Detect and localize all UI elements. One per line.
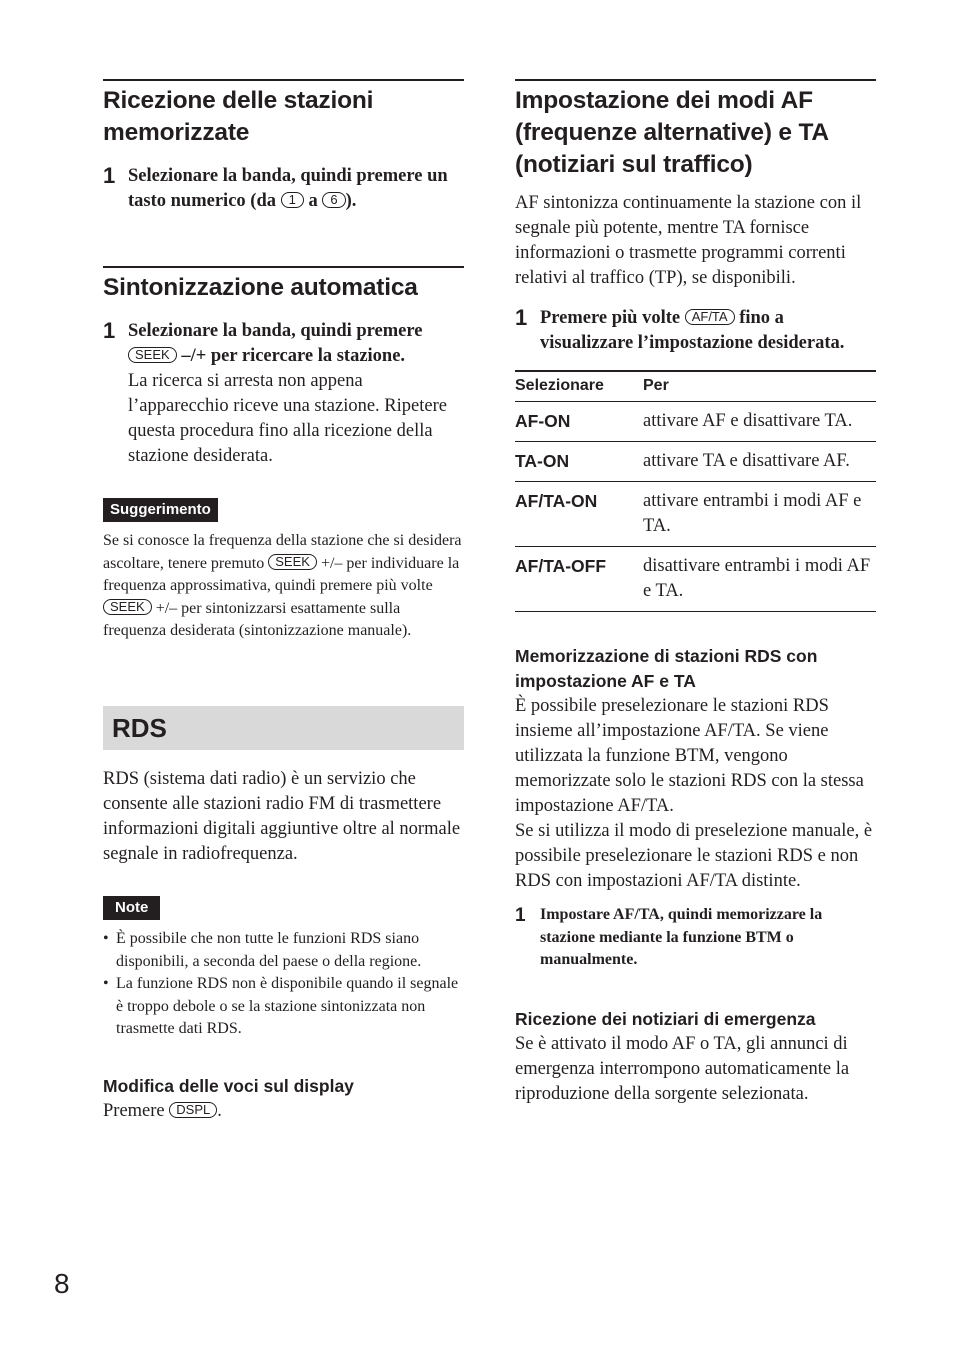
table-cell: disattivare entrambi i modi AF e TA. — [643, 547, 876, 612]
table-cell: attivare entrambi i modi AF e TA. — [643, 482, 876, 547]
step-memo — [515, 904, 876, 972]
table-row — [515, 547, 876, 612]
key-1-icon: 1 — [281, 192, 304, 208]
display-text: Premere DSPL . — [103, 1100, 222, 1121]
rds-section-bar — [103, 706, 464, 750]
step-stored-stations — [103, 164, 464, 214]
note-item: • È possibile che non tutte le funzioni RDS siano disponibili, a seconda del paese o della regione. — [103, 928, 464, 973]
table-cell: attivare AF e disattivare TA. — [643, 402, 876, 442]
page-number: 8 — [54, 1268, 70, 1299]
heading-auto-tuning: Sintonizzazione automatica — [103, 266, 464, 304]
step-number: 1 — [103, 163, 116, 188]
table-row — [515, 482, 876, 547]
step-text: Premere più volte AF/TA fino a visualizzare l’impostazione desiderata. — [540, 308, 845, 353]
key-6-icon: 6 — [322, 192, 345, 208]
step-number: 1 — [515, 905, 526, 926]
table-row — [515, 442, 876, 482]
emergency-text: Se è attivato il modo AF o TA, gli annunci di emergenza interrompono automaticamente la riproduzione della sorgente selezionata. — [515, 1033, 850, 1104]
seek-key-icon: SEEK — [103, 599, 152, 615]
step-description: La ricerca si arresta non appena l’apparecchio riceve una stazione. Ripetere questa procedura fino alla ricezione della stazione desiderata. — [128, 371, 447, 466]
table-cell: AF/TA-OFF — [515, 547, 643, 612]
table-row — [515, 402, 876, 442]
tip-badge: Suggerimento — [103, 498, 218, 522]
left-column — [103, 79, 464, 1124]
memo-text-1: È possibile preselezionare le stazioni RDS insieme all’impostazione AF/TA. Se viene utilizzata la funzione BTM, vengono memorizzate solo le stazioni RDS con la stessa impostazione AF/TA. — [515, 696, 864, 816]
table-cell: AF-ON — [515, 402, 643, 442]
step-af-ta — [515, 306, 876, 356]
note-item: • La funzione RDS non è disponibile quando il segnale è troppo debole o se la stazione sintonizzata non trasmette dati RDS. — [103, 973, 464, 1041]
notes-list — [103, 928, 464, 1041]
table-header: Per — [643, 371, 876, 402]
right-column — [515, 79, 876, 1107]
table-header-row — [515, 371, 876, 402]
heading-display: Modifica delle voci sul display — [103, 1075, 354, 1096]
step-text: Selezionare la banda, quindi premere un tasto numerico (da 1 a 6 ). — [128, 166, 448, 211]
dspl-key-icon: DSPL — [169, 1102, 217, 1118]
table-cell: TA-ON — [515, 442, 643, 482]
rds-intro: RDS (sistema dati radio) è un servizio che consente alle stazioni radio FM di trasmettere informazioni digitali aggiuntive oltre al normale segnale in radiofrequenza. — [103, 768, 461, 864]
table-cell: AF/TA-ON — [515, 482, 643, 547]
heading-emergency: Ricezione dei notiziari di emergenza — [515, 1008, 816, 1029]
seek-key-icon: SEEK — [128, 347, 177, 363]
af-ta-table — [515, 370, 876, 612]
memo-text-2: Se si utilizza il modo di preselezione manuale, è possibile preselezionare le stazioni RDS e non RDS con impostazioni AF/TA distinte. — [515, 821, 873, 891]
step-number: 1 — [515, 305, 528, 330]
step-number: 1 — [103, 318, 116, 343]
step-auto-tuning — [103, 319, 464, 469]
heading-stored-stations: Ricezione delle stazioni memorizzate — [103, 79, 464, 149]
tip-text: Se si conosce la frequenza della stazione che si desidera ascoltare, tenere premuto SEEK +/– per individuare la frequenza approssimativa, quindi premere più volte SEEK +/– per sintonizzarsi esattamente sulla frequenza desiderata (sintonizzazione manuale). — [103, 532, 462, 640]
heading-af-ta: Impostazione dei modi AF (frequenze alternative) e TA (notiziari sul traffico) — [515, 79, 876, 181]
table-cell: attivare TA e disattivare AF. — [643, 442, 876, 482]
table-header: Selezionare — [515, 371, 643, 402]
seek-key-icon: SEEK — [268, 554, 317, 570]
heading-rds: RDS — [112, 712, 167, 743]
note-badge: Note — [103, 896, 160, 920]
heading-memo: Memorizzazione di stazioni RDS con impostazione AF e TA — [515, 646, 818, 691]
step-text: Selezionare la banda, quindi premere SEEK –/+ per ricercare la stazione. — [128, 321, 423, 366]
af-ta-key-icon: AF/TA — [685, 309, 735, 325]
step-text: Impostare AF/TA, quindi memorizzare la stazione mediante la funzione BTM o manualmente. — [540, 906, 823, 969]
af-ta-intro: AF sintonizza continuamente la stazione con il segnale più potente, mentre TA fornisce informazioni o trasmette programmi correnti relativi al traffico (TP), se disponibili. — [515, 193, 862, 288]
